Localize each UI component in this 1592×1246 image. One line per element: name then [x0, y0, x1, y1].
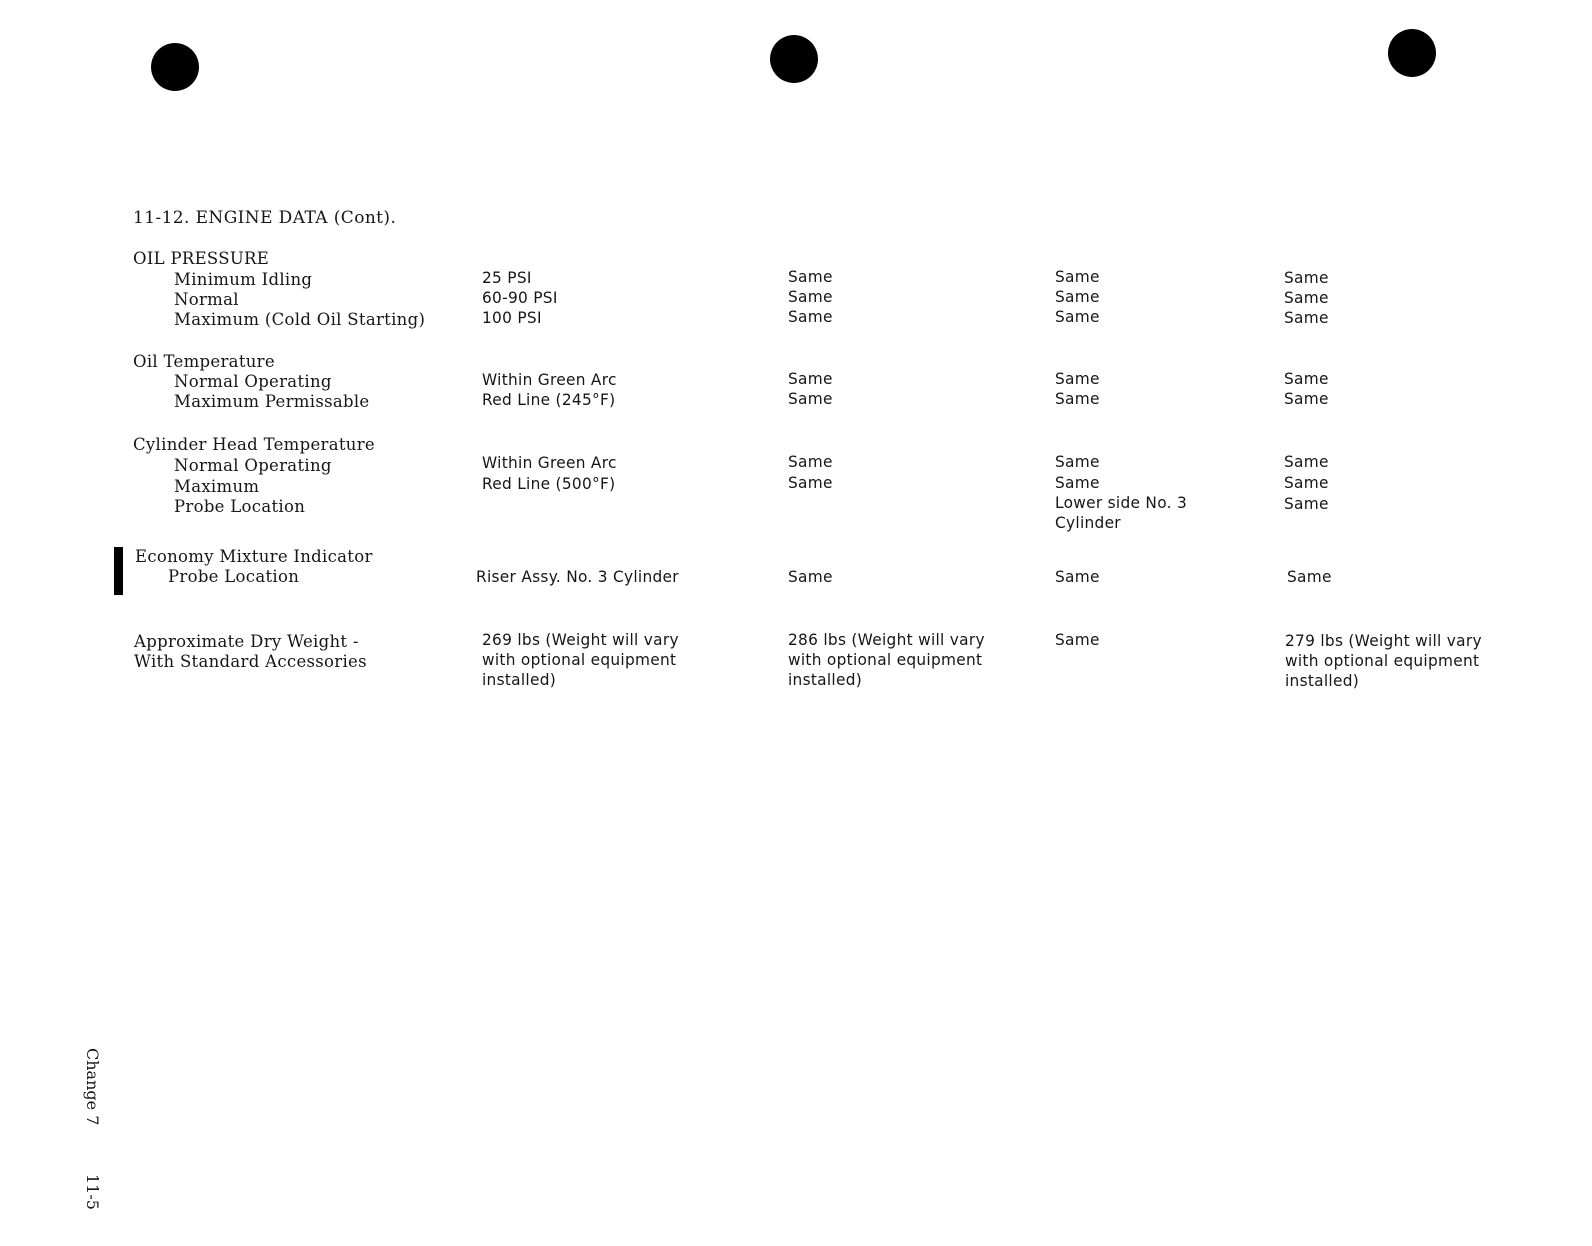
row-label: Normal Operating	[174, 456, 332, 475]
cell-value: 279 lbs (Weight will vary	[1285, 631, 1482, 650]
punch-hole	[151, 43, 199, 91]
cell-value: Within Green Arc	[482, 453, 617, 472]
cell-value: Same	[1287, 567, 1332, 586]
cell-value: Same	[1055, 452, 1100, 471]
row-label: Probe Location	[168, 567, 300, 586]
cell-value: Red Line (245°F)	[482, 390, 616, 409]
cell-value: Same	[1284, 452, 1329, 471]
cell-value: Same	[1055, 287, 1100, 306]
cell-value: Red Line (500°F)	[482, 474, 616, 493]
cell-value: Same	[788, 267, 833, 286]
cell-value: Same	[788, 452, 833, 471]
cht-title: Cylinder Head Temperature	[133, 435, 375, 454]
row-label: Normal Operating	[174, 372, 332, 391]
row-label: Maximum Permissable	[174, 392, 370, 411]
punch-hole	[1388, 29, 1436, 77]
cell-value: Same	[788, 369, 833, 388]
cell-value: Same	[1055, 307, 1100, 326]
cell-value: Same	[1284, 494, 1329, 513]
cell-value: Same	[788, 567, 833, 586]
cell-value: installed)	[788, 670, 863, 689]
row-label: Approximate Dry Weight -	[134, 632, 359, 651]
cell-value: Same	[1284, 473, 1329, 492]
cell-value: Same	[788, 473, 833, 492]
row-label: Minimum Idling	[174, 270, 313, 289]
revision-change-bar	[114, 547, 123, 595]
oil-temperature-title: Oil Temperature	[133, 352, 275, 371]
section-heading: 11-12. ENGINE DATA (Cont).	[133, 208, 397, 228]
cell-value: Same	[788, 389, 833, 408]
economy-title: Economy Mixture Indicator	[135, 547, 373, 566]
cell-value: Same	[1055, 630, 1100, 649]
cell-value: 286 lbs (Weight will vary	[788, 630, 985, 649]
cell-value: Same	[1055, 369, 1100, 388]
row-label: Normal	[174, 290, 239, 309]
cell-value: Same	[1055, 389, 1100, 408]
cell-value: Same	[1284, 369, 1329, 388]
cell-value: 269 lbs (Weight will vary	[482, 630, 679, 649]
row-label: With Standard Accessories	[134, 652, 367, 671]
row-label: Maximum	[174, 477, 260, 496]
cell-value: Same	[1055, 267, 1100, 286]
cell-value: Same	[788, 287, 833, 306]
cell-value: with optional equipment	[788, 650, 983, 669]
cell-value: Same	[788, 307, 833, 326]
cell-value: Same	[1055, 473, 1100, 492]
cell-value: with optional equipment	[1285, 651, 1480, 670]
cell-value: Same	[1284, 389, 1329, 408]
cell-value: Cylinder	[1055, 513, 1121, 532]
row-label: Probe Location	[174, 497, 306, 516]
row-label: Maximum (Cold Oil Starting)	[174, 310, 426, 329]
footer-page-number: 11-5	[83, 1174, 102, 1210]
cell-value: 25 PSI	[482, 268, 532, 287]
cell-value: Same	[1284, 268, 1329, 287]
cell-value: with optional equipment	[482, 650, 677, 669]
oil-pressure-title: OIL PRESSURE	[133, 249, 270, 268]
cell-value: Within Green Arc	[482, 370, 617, 389]
cell-value: Same	[1284, 308, 1329, 327]
cell-value: Same	[1284, 288, 1329, 307]
footer-change-number: Change 7	[83, 1048, 102, 1126]
cell-value: Riser Assy. No. 3 Cylinder	[476, 567, 679, 586]
cell-value: 100 PSI	[482, 308, 542, 327]
cell-value: installed)	[482, 670, 557, 689]
punch-hole	[770, 35, 818, 83]
cell-value: Same	[1055, 567, 1100, 586]
cell-value: 60-90 PSI	[482, 288, 558, 307]
cell-value: installed)	[1285, 671, 1360, 690]
cell-value: Lower side No. 3	[1055, 493, 1188, 512]
